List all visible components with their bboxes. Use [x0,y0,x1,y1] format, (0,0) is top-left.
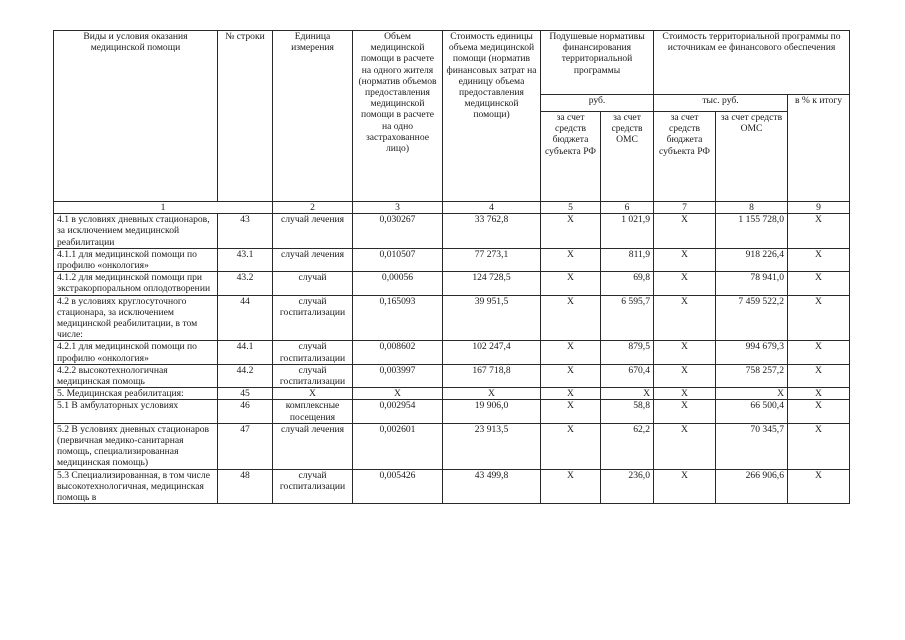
row-percent: Х [788,214,850,249]
row-percapita-budget: Х [541,341,601,364]
col-number-8: 8 [716,202,788,214]
medical-care-table [53,30,850,504]
header-percent: в % к итогу [788,95,850,202]
row-unit: случай госпитализации [273,469,353,504]
row-line-number: 44.1 [218,341,273,364]
row-percapita-oms: 670,4 [601,364,654,387]
row-percapita-budget: Х [541,400,601,423]
row-line-number: 43 [218,214,273,249]
row-percapita-oms: 6 595,7 [601,295,654,341]
row-name: 4.2 в условиях круглосуточного стационара, за исключением медицинской реабилитации, в том числе: [54,295,218,341]
table-row [54,388,850,400]
col-number-9: 9 [788,202,850,214]
row-total-oms: 918 226,4 [716,248,788,271]
header-unit: Единица измерения [273,31,353,202]
row-cost: 39 951,5 [443,295,541,341]
header-total-oms: за счет средств ОМС [716,112,788,202]
row-volume: 0,030267 [353,214,443,249]
row-name: 5.2 В условиях дневных стационаров (первичная медико-санитарная помощь, специализированная медицинская помощь) [54,423,218,469]
row-percapita-oms: 62,2 [601,423,654,469]
row-total-oms: 1 155 728,0 [716,214,788,249]
row-cost: 33 762,8 [443,214,541,249]
row-line-number: 45 [218,388,273,400]
row-unit: Х [273,388,353,400]
row-total-budget: Х [654,248,716,271]
row-percapita-budget: Х [541,214,601,249]
table-row [54,400,850,423]
header-percapita-budget: за счет средств бюджета субъекта РФ [541,112,601,202]
row-cost: 167 718,8 [443,364,541,387]
col-number-1: 1 [54,202,273,214]
row-percapita-budget: Х [541,295,601,341]
table-row [54,248,850,271]
table-row [54,272,850,295]
col-number-2: 2 [273,202,353,214]
row-total-oms: 78 941,0 [716,272,788,295]
row-unit: случай лечения [273,214,353,249]
row-volume: 0,005426 [353,469,443,504]
row-volume: 0,002954 [353,400,443,423]
row-name: 5. Медицинская реабилитация: [54,388,218,400]
header-cost: Стоимость единицы объема медицинской помощи (норматив финансовых затрат на единицу объема предоставления медицинской помощи) [443,31,541,202]
header-line-number: № строки [218,31,273,202]
row-unit: случай госпитализации [273,364,353,387]
row-percent: Х [788,423,850,469]
col-number-5: 5 [541,202,601,214]
row-volume: 0,165093 [353,295,443,341]
col-number-6: 6 [601,202,654,214]
header-percapita-oms: за счет средств ОМС [601,112,654,202]
row-percapita-budget: Х [541,272,601,295]
row-percent: Х [788,400,850,423]
row-cost: 23 913,5 [443,423,541,469]
row-name: 4.1 в условиях дневных стационаров, за исключением медицинской реабилитации [54,214,218,249]
row-cost: 124 728,5 [443,272,541,295]
row-total-oms: 266 906,6 [716,469,788,504]
header-name: Виды и условия оказания медицинской помощи [54,31,218,202]
header-total-budget: за счет средств бюджета субъекта РФ [654,112,716,202]
table-row [54,364,850,387]
row-total-budget: Х [654,272,716,295]
row-name: 5.3 Специализированная, в том числе высокотехнологичная, медицинская помощь в [54,469,218,504]
table-row [54,341,850,364]
row-percapita-budget: Х [541,423,601,469]
header-unit-thous-rub: тыс. руб. [654,95,788,112]
row-line-number: 46 [218,400,273,423]
row-percapita-budget: Х [541,364,601,387]
row-unit: случай [273,272,353,295]
row-percapita-oms: 811,9 [601,248,654,271]
row-percapita-oms: 879,5 [601,341,654,364]
row-volume: 0,008602 [353,341,443,364]
row-percapita-oms: 69,8 [601,272,654,295]
row-percent: Х [788,469,850,504]
row-percapita-budget: Х [541,248,601,271]
col-number-4: 4 [443,202,541,214]
row-total-budget: Х [654,214,716,249]
table-row [54,469,850,504]
row-cost: 19 906,0 [443,400,541,423]
row-name: 5.1 В амбулаторных условиях [54,400,218,423]
table-row [54,295,850,341]
row-total-oms: 7 459 522,2 [716,295,788,341]
row-name: 4.2.1 для медицинской помощи по профилю «онкология» [54,341,218,364]
row-volume: 0,003997 [353,364,443,387]
row-percapita-oms: 236,0 [601,469,654,504]
row-cost: Х [443,388,541,400]
row-total-oms: 66 500,4 [716,400,788,423]
row-percapita-oms: 58,8 [601,400,654,423]
row-percapita-oms: 1 021,9 [601,214,654,249]
row-percent: Х [788,248,850,271]
row-cost: 102 247,4 [443,341,541,364]
header-total-group: Стоимость территориальной программы по источникам ее финансового обеспечения [654,31,850,95]
row-name: 4.1.2 для медицинской помощи при экстракорпоральном оплодотворении [54,272,218,295]
row-line-number: 47 [218,423,273,469]
row-total-oms: 758 257,2 [716,364,788,387]
row-percent: Х [788,341,850,364]
row-unit: случай госпитализации [273,295,353,341]
row-total-budget: Х [654,423,716,469]
header-percapita-group: Подушевые нормативы финансирования территориальной программы [541,31,654,95]
row-unit: случай госпитализации [273,341,353,364]
row-percent: Х [788,272,850,295]
column-number-row [54,202,850,214]
col-number-7: 7 [654,202,716,214]
row-percapita-budget: Х [541,469,601,504]
row-cost: 43 499,8 [443,469,541,504]
row-total-budget: Х [654,400,716,423]
row-total-oms: 994 679,3 [716,341,788,364]
row-name: 4.1.1 для медицинской помощи по профилю «онкология» [54,248,218,271]
row-volume: 0,00056 [353,272,443,295]
table-row [54,423,850,469]
row-total-oms: Х [716,388,788,400]
row-line-number: 48 [218,469,273,504]
row-cost: 77 273,1 [443,248,541,271]
row-volume: 0,002601 [353,423,443,469]
row-line-number: 44 [218,295,273,341]
row-total-budget: Х [654,364,716,387]
row-line-number: 43.2 [218,272,273,295]
row-total-budget: Х [654,341,716,364]
row-total-budget: Х [654,388,716,400]
row-total-budget: Х [654,295,716,341]
col-number-3: 3 [353,202,443,214]
row-line-number: 43.1 [218,248,273,271]
row-volume: 0,010507 [353,248,443,271]
row-percapita-oms: Х [601,388,654,400]
row-volume: Х [353,388,443,400]
row-percapita-budget: Х [541,388,601,400]
table-row [54,214,850,249]
row-percent: Х [788,364,850,387]
row-total-oms: 70 345,7 [716,423,788,469]
row-unit: комплексные посещения [273,400,353,423]
row-unit: случай лечения [273,423,353,469]
row-percent: Х [788,295,850,341]
row-percent: Х [788,388,850,400]
row-name: 4.2.2 высокотехнологичная медицинская помощь [54,364,218,387]
row-line-number: 44.2 [218,364,273,387]
header-volume: Объем медицинской помощи в расчете на одного жителя (норматив объемов предоставления медицинской помощи в расчете на одно застрахованное лицо) [353,31,443,202]
row-total-budget: Х [654,469,716,504]
row-unit: случай лечения [273,248,353,271]
header-unit-rub: руб. [541,95,654,112]
